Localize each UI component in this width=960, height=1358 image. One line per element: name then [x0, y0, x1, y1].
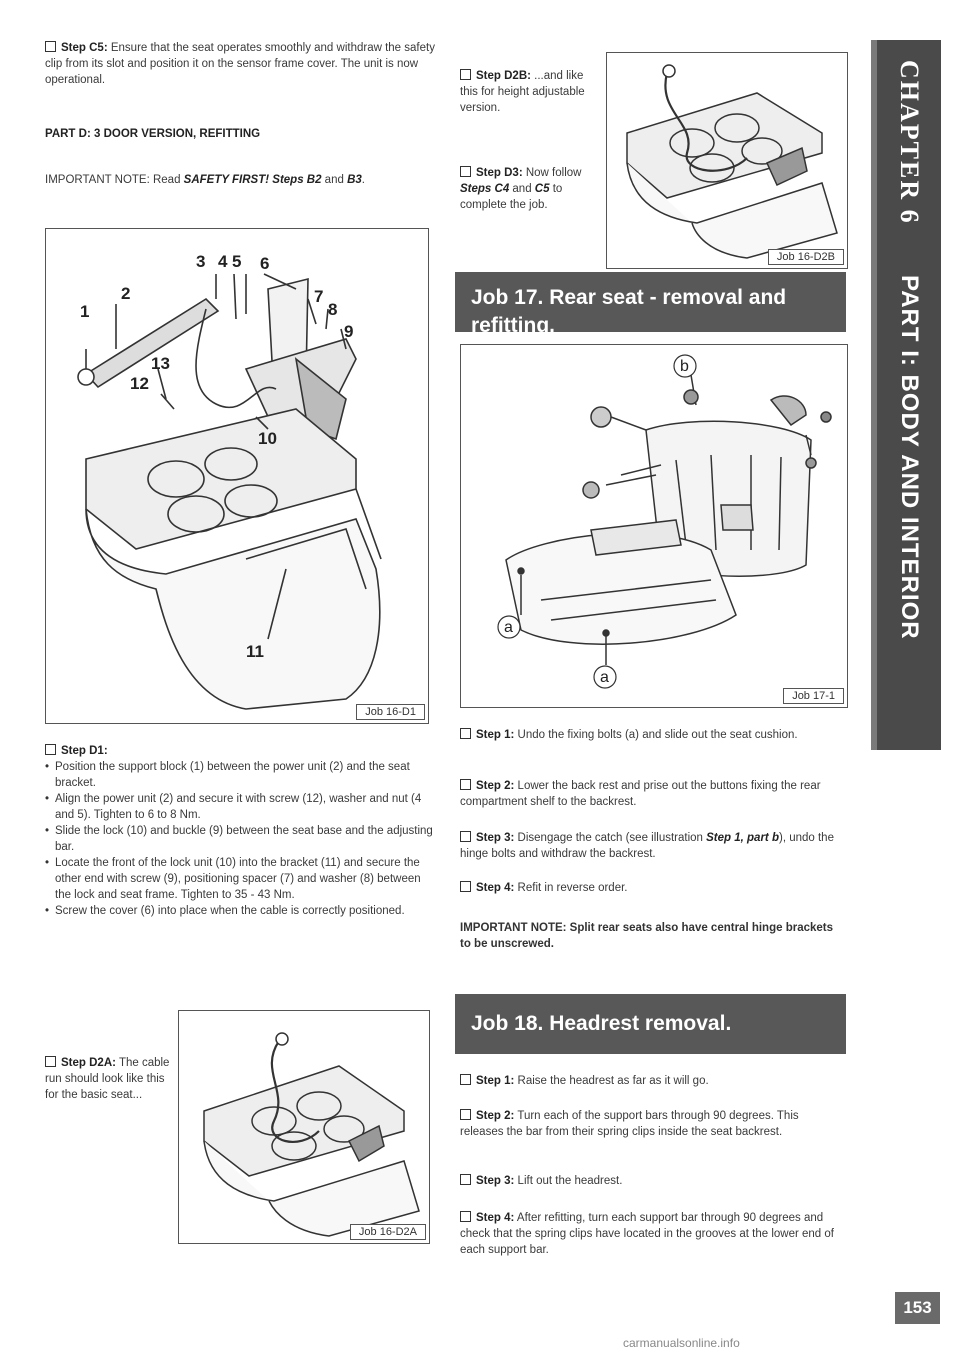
checkbox-icon — [460, 1074, 471, 1085]
step-ref: Steps C4 — [460, 183, 510, 195]
step-d2b — [460, 68, 598, 116]
step-label: Step D2A: — [61, 1057, 116, 1069]
callout-12: 12 — [130, 374, 149, 393]
step-text: Raise the headrest as far as it will go. — [517, 1075, 709, 1087]
step-3-rear-seat — [460, 830, 845, 862]
step-text: Refit in reverse order. — [517, 882, 628, 894]
figure-job-17-1 — [460, 344, 848, 708]
callout-a: a — [504, 619, 513, 636]
step-ref: Step 1, part b — [706, 832, 779, 844]
list-item: • Slide the lock (10) and buckle (9) between the seat base and the adjusting bar. — [45, 823, 435, 855]
figure-job-16-d2b — [606, 52, 848, 269]
job-18-heading: Job 18. Headrest removal. — [455, 994, 846, 1054]
step-2-headrest — [460, 1108, 845, 1140]
part-title: PART I: BODY AND INTERIOR — [896, 275, 923, 640]
figure-job-16-d2a — [178, 1010, 430, 1244]
callout-13: 13 — [151, 354, 170, 373]
step-text: The cable run should look like this for the basic seat... — [45, 1057, 170, 1101]
step-text: Lift out the headrest. — [517, 1175, 623, 1187]
callout-5: 5 — [232, 252, 242, 271]
figure-label: Job 16-D2A — [350, 1224, 426, 1240]
checkbox-icon — [45, 1056, 56, 1067]
step-text: ), undo the hinge bolts and withdraw the backrest. — [460, 832, 834, 860]
callout-9: 9 — [344, 322, 354, 341]
step-label: Step C5: — [61, 42, 108, 54]
step-text: Disengage the catch (see illustration — [517, 832, 707, 844]
step-label: Step 1: — [476, 729, 515, 741]
step-label: Step 4: — [476, 882, 515, 894]
step-d1-bullets — [45, 759, 435, 919]
step-4-headrest — [460, 1210, 845, 1258]
note-prefix: IMPORTANT NOTE: Read — [45, 174, 184, 186]
callout-3: 3 — [196, 252, 206, 271]
step-text: and — [509, 183, 535, 195]
step-text: to complete the job. — [460, 183, 563, 211]
seat-cable-diagram-basic — [179, 1011, 429, 1243]
checkbox-icon — [45, 744, 56, 755]
figure-label: Job 16-D2B — [768, 249, 844, 265]
callout-b: b — [680, 358, 689, 375]
page-number: 153 — [895, 1292, 940, 1324]
step-ref: C5 — [534, 183, 550, 195]
callout-a: a — [600, 669, 609, 686]
step-label: Step 2: — [476, 780, 515, 792]
list-item: • Locate the front of the lock unit (10) into the bracket (11) and secure the other end with screw (9), positioning spacer (7) and washer (8) between the lock and seat frame. Tighten to 35 - 43 Nm. — [45, 855, 435, 903]
callout-11: 11 — [246, 642, 264, 661]
step-text: After refitting, turn each support bar through 90 degrees and check that the spring clips have located in the grooves at the lower end of each support bar. — [460, 1212, 834, 1256]
rear-seat-diagram — [461, 345, 847, 707]
checkbox-icon — [460, 831, 471, 842]
checkbox-icon — [460, 881, 471, 892]
watermark-footer: carmanualsonline.info — [623, 1336, 740, 1350]
step-label: Step D3: — [476, 167, 523, 179]
seat-cable-diagram-height-adjustable — [607, 53, 847, 268]
step-2-rear-seat — [460, 778, 845, 810]
note-ref2: B3 — [347, 174, 362, 186]
checkbox-icon — [460, 779, 471, 790]
part-heading: PART D: 3 DOOR VERSION, REFITTING — [45, 128, 261, 140]
note-ref: SAFETY FIRST! Steps B2 — [183, 174, 322, 186]
step-text: Turn each of the support bars through 90 degrees. This releases the bar from their spring clips inside the seat backrest. — [460, 1110, 799, 1138]
checkbox-icon — [460, 1174, 471, 1185]
step-text: Ensure that the seat operates smoothly and withdraw the safety clip from its slot and position it on the sensor frame cover. The unit is now operational. — [45, 42, 435, 86]
list-item: • Align the power unit (2) and secure it with screw (12), washer and nut (4 and 5). Tighten to 6 to 8 Nm. — [45, 791, 435, 823]
step-label: Step 4: — [476, 1212, 515, 1224]
step-text: Lower the back rest and prise out the buttons fixing the rear compartment shelf to the backrest. — [460, 780, 821, 808]
seat-exploded-diagram — [46, 229, 428, 723]
step-label: Step 3: — [476, 832, 515, 844]
callout-6: 6 — [260, 254, 270, 273]
important-note-split-seats: IMPORTANT NOTE: Split rear seats also have central hinge brackets to be unscrewed. — [460, 922, 834, 950]
step-label: Step D1: — [61, 745, 108, 757]
callout-1: 1 — [80, 302, 90, 321]
step-label: Step 1: — [476, 1075, 515, 1087]
callout-7: 7 — [314, 287, 324, 306]
step-label: Step 2: — [476, 1110, 515, 1122]
figure-label: Job 16-D1 — [356, 704, 425, 720]
list-item: • Screw the cover (6) into place when the cable is correctly positioned. — [45, 903, 435, 919]
figure-label: Job 17-1 — [783, 688, 844, 704]
step-c5 — [45, 40, 435, 88]
checkbox-icon — [460, 1211, 471, 1222]
step-text: Now follow — [525, 167, 582, 179]
step-d3 — [460, 165, 598, 213]
checkbox-icon — [460, 69, 471, 80]
checkbox-icon — [460, 1109, 471, 1120]
step-d2a — [45, 1055, 171, 1103]
job-17-heading: Job 17. Rear seat - removal and refitting. — [455, 272, 846, 332]
figure-job-16-d1 — [45, 228, 429, 724]
step-label: Step 3: — [476, 1175, 515, 1187]
step-label: Step D2B: — [476, 70, 531, 82]
checkbox-icon — [45, 41, 56, 52]
list-item: • Position the support block (1) between the power unit (2) and the seat bracket. — [45, 759, 435, 791]
callout-10: 10 — [258, 429, 277, 448]
callout-2: 2 — [121, 284, 131, 303]
step-4-rear-seat — [460, 880, 845, 896]
chapter-title: CHAPTER 6 — [895, 60, 924, 225]
callout-4: 4 — [218, 252, 228, 271]
step-1-rear-seat — [460, 727, 845, 743]
step-d1 — [45, 743, 435, 919]
note-mid: and — [321, 174, 348, 186]
step-3-headrest — [460, 1173, 845, 1189]
step-text: ...and like this for height adjustable version. — [460, 70, 585, 114]
note-end: . — [361, 174, 365, 186]
important-note — [45, 172, 435, 188]
step-1-headrest — [460, 1073, 845, 1089]
step-text: Undo the fixing bolts (a) and slide out the seat cushion. — [517, 729, 798, 741]
callout-8: 8 — [328, 300, 338, 319]
checkbox-icon — [460, 166, 471, 177]
chapter-sidebar — [871, 40, 941, 750]
checkbox-icon — [460, 728, 471, 739]
